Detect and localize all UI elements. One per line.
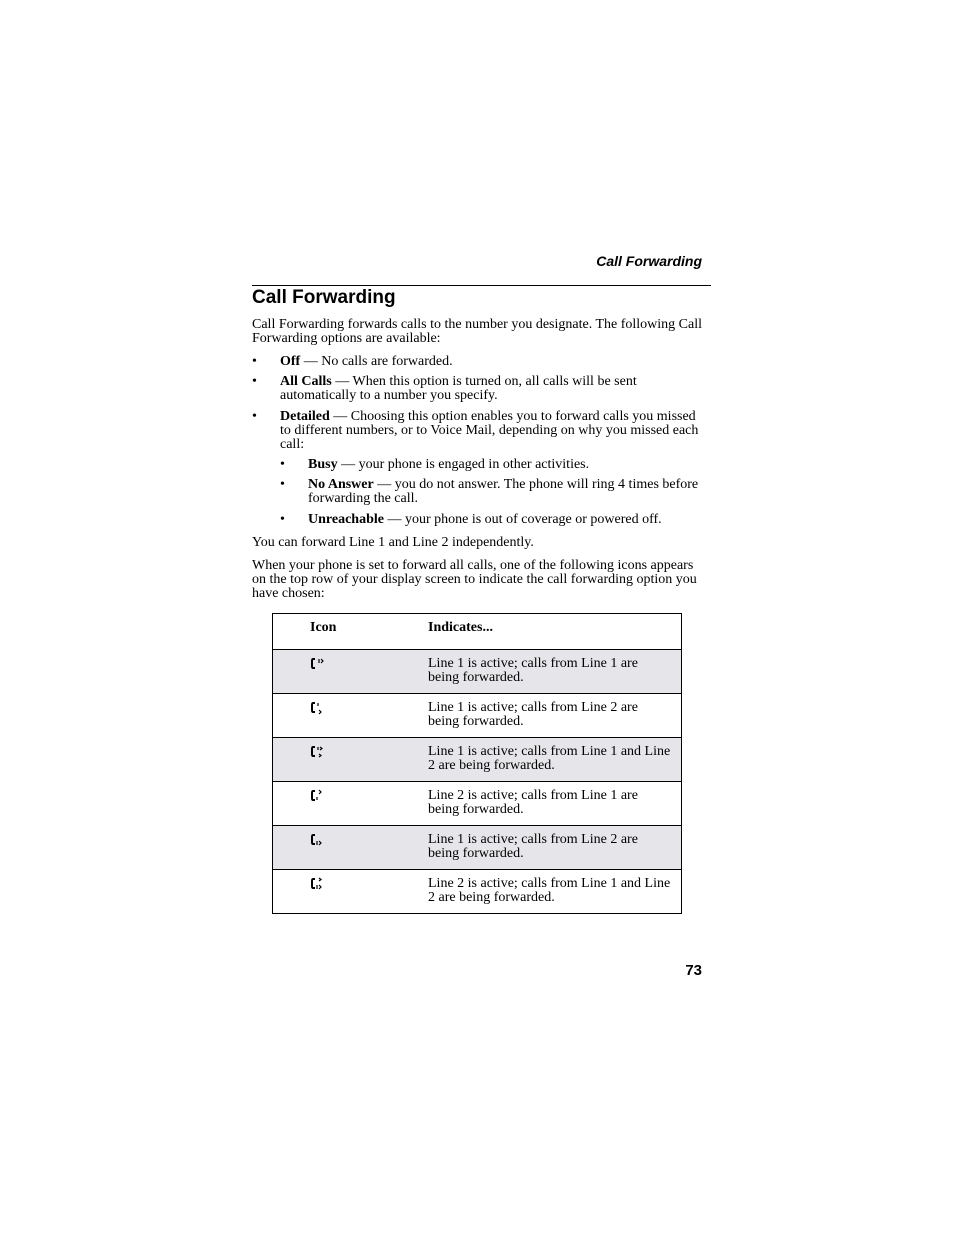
- icon-table: [272, 613, 682, 914]
- intro-paragraph: Call Forwarding forwards calls to the number you designate. The following Call Forwarding options are available:: [252, 317, 702, 346]
- row-description: Line 1 is active; calls from Line 2 are being forwarded.: [428, 826, 682, 870]
- table-row: [273, 694, 682, 738]
- row-description: Line 1 is active; calls from Line 1 are being forwarded.: [428, 650, 682, 694]
- bullet-icon: •: [252, 354, 257, 369]
- phone-forward-both-lines-icon: [310, 745, 326, 759]
- option-desc: — Choosing this option enables you to forward calls you missed to different numbers, or to Voice Mail, depending on why you missed each call:: [280, 409, 699, 452]
- bullet-icon: •: [252, 409, 257, 424]
- option-desc: — When this option is turned on, all calls will be sent automatically to a number you specify.: [280, 374, 637, 403]
- option-term: Unreachable: [308, 512, 384, 527]
- option-desc: — you do not answer. The phone will ring 4 times before forwarding the call.: [308, 477, 699, 506]
- option-desc: — your phone is out of coverage or powered off.: [383, 512, 662, 527]
- line-note: You can forward Line 1 and Line 2 independently.: [252, 535, 534, 550]
- section-title: Call Forwarding: [252, 287, 396, 308]
- phone-forward-line2-icon: [310, 701, 326, 715]
- page-number: 73: [685, 962, 702, 979]
- column-header-icon: Icon: [273, 614, 429, 650]
- table-header-row: [273, 614, 682, 650]
- phone-line2-forward-both-icon: [310, 877, 326, 891]
- icons-intro: When your phone is set to forward all calls, one of the following icons appears on the top row of your display screen to indicate the call forwarding option you have chosen:: [252, 558, 697, 601]
- table-row: [273, 826, 682, 870]
- option-desc: — No calls are forwarded.: [300, 354, 453, 369]
- phone-line2-forward-line1-icon: [310, 789, 326, 803]
- row-description: Line 1 is active; calls from Line 1 and Line 2 are being forwarded.: [428, 738, 682, 782]
- bullet-icon: •: [280, 477, 285, 492]
- phone-line1-forward-line2-icon: [310, 833, 326, 847]
- row-description: Line 1 is active; calls from Line 2 are being forwarded.: [428, 694, 682, 738]
- table-row: [273, 870, 682, 914]
- phone-forward-line1-icon: [310, 657, 326, 671]
- row-description: Line 2 is active; calls from Line 1 and Line 2 are being forwarded.: [428, 870, 682, 914]
- column-header-indicates: Indicates...: [428, 614, 682, 650]
- table-row: [273, 782, 682, 826]
- bullet-icon: •: [280, 512, 285, 527]
- option-term: No Answer: [308, 477, 374, 492]
- option-term: Off: [280, 354, 301, 369]
- header-rule: [252, 285, 711, 286]
- option-desc: — your phone is engaged in other activities.: [337, 457, 590, 472]
- option-term: Busy: [308, 457, 338, 472]
- running-header: Call Forwarding: [596, 253, 702, 269]
- row-description: Line 2 is active; calls from Line 1 are being forwarded.: [428, 782, 682, 826]
- bullet-icon: •: [280, 457, 285, 472]
- table-row: [273, 650, 682, 694]
- option-term: Detailed: [280, 409, 330, 424]
- bullet-icon: •: [252, 374, 257, 389]
- option-term: All Calls: [280, 374, 332, 389]
- table-row: [273, 738, 682, 782]
